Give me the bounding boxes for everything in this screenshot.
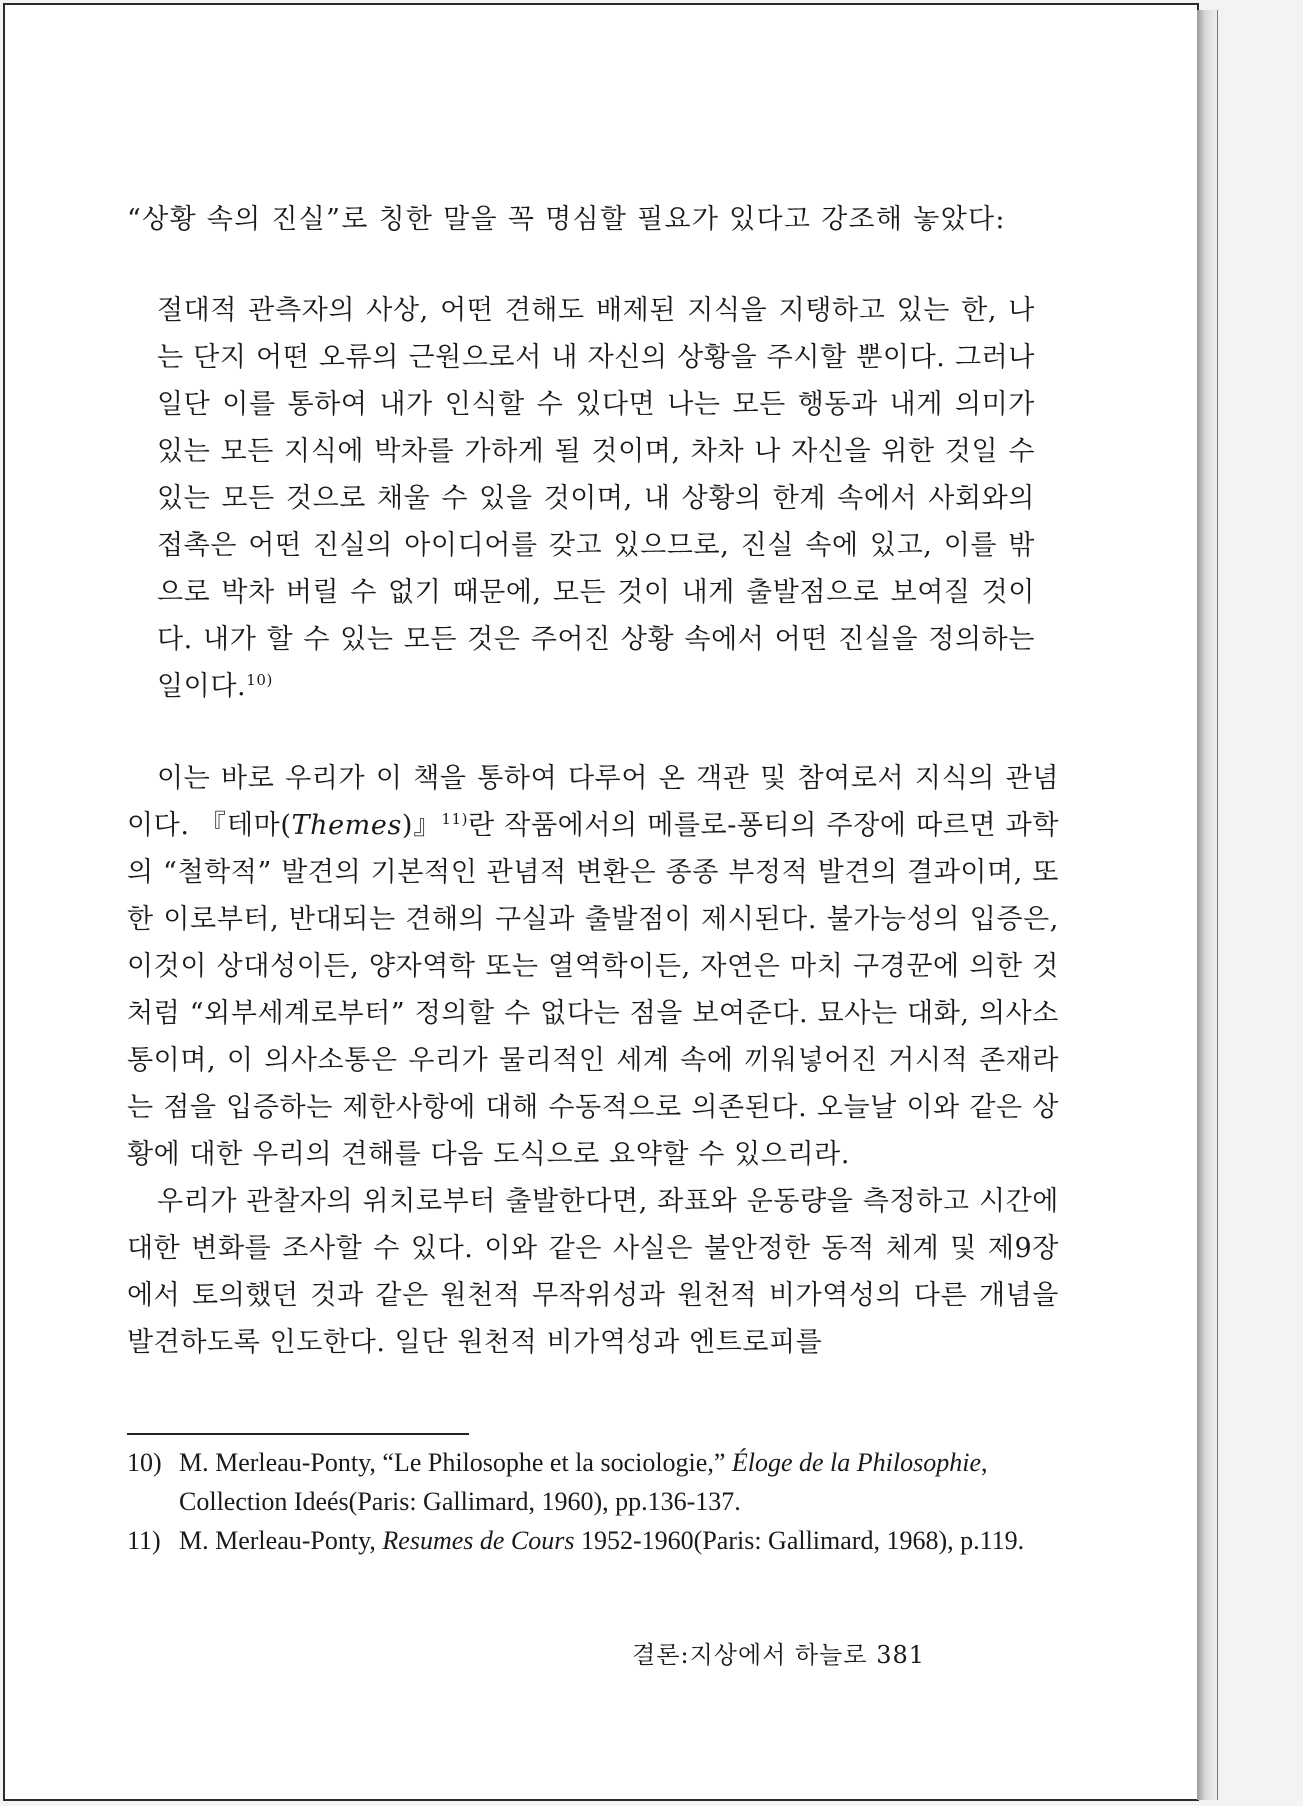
quote-text: 절대적 관측자의 사상, 어떤 견해도 배제된 지식을 지탱하고 있는 한, 나는 단지 어떤 오류의 근원으로서 내 자신의 상황을 주시할 뿐이다. 그러나 일단 이를 통하여 내가 인식할 수 있다면 나는 모든 행동과 내게 의미가 있는 모든 지식에 박차를 가하게 될 것이며, 차차 나 자신을 위한 것일 수 있는 모든 것으로 채울 수 있을 것이며, 내 상황의 한계 속에서 사회와의 접촉은 어떤 진실의 아이디어를 갖고 있으므로, 진실 속에 있고, 이를 밖으로 박차 버릴 수 없기 때문에, 모든 것이 내게 출발점으로 보여질 것이다. 내가 할 수 있는 모든 것은 주어진 상황 속에서 어떤 진실을 정의하는 일이다. [157,295,1035,702]
title-close: )』 [401,810,442,841]
paragraph-1-start: 이는 바로 우리가 이 책을 통하여 다루어 온 객관 및 참여로서 지식의 관념이다. 『테마( [127,763,1059,841]
footnotes [127,1443,1067,1560]
footnote-ref-10: 10) [246,671,273,689]
body-text [127,755,1059,1366]
footnote-italic-title: Resumes de Cours [382,1526,575,1555]
footnote-text: 1952-1960(Paris: Gallimard, 1968), p.119. [574,1526,1025,1555]
paragraph-1-rest: 란 작품에서의 메를로-퐁티의 주장에 따르면 과학의 “철학적” 발견의 기본적인 관념적 변환은 종종 부정적 발견의 결과이며, 또한 이로부터, 반대되는 견해의 구실과 출발점이 제시된다. 불가능성의 입증은, 이것이 상대성이든, 양자역학 또는 열역학이든, 자연은 마치 구경꾼에 의한 것처럼 “외부세계로부터” 정의할 수 없다는 점을 보여준다. 묘사는 대화, 의사소통이며, 이 의사소통은 우리가 물리적인 세계 속에 끼워넣어진 거시적 존재라는 점을 입증하는 제한사항에 대해 수동적으로 의존된다. 오늘날 이와 같은 상황에 대한 우리의 견해를 다음 도식으로 요약할 수 있으리라. [127,810,1060,1170]
paragraph-1 [127,755,1059,1178]
footnote-italic-title: Éloge de la Philosophie [731,1448,981,1477]
page-edge-shadow [1197,10,1218,1800]
paragraph-2: 우리가 관찰자의 위치로부터 출발한다면, 좌표와 운동량을 측정하고 시간에 대한 변화를 조사할 수 있다. 이와 같은 사실은 불안정한 동적 체계 및 제9장에서 토의했던 것과 같은 원천적 무작위성과 원천적 비가역성의 다른 개념을 발견하도록 인도한다. 일단 원천적 비가역성과 엔트로피를 [127,1186,1059,1358]
running-footer [632,1635,925,1670]
footnote-text: M. Merleau-Ponty, [179,1526,383,1555]
footnote-number: 10) [127,1448,162,1477]
chapter-title: 결론:지상에서 하늘로 [632,1641,868,1669]
page-number: 381 [876,1641,925,1669]
footnote-divider [127,1433,469,1435]
footnote-ref-11: 11) [441,810,469,828]
themes-title: Themes [291,810,402,841]
block-quote [157,287,1035,710]
book-page [3,3,1199,1801]
footnote-number: 11) [127,1526,161,1555]
footnote-text: M. Merleau-Ponty, “Le Philosophe et la sociologie,” [179,1448,732,1477]
lead-line: “상황 속의 진실”로 칭한 말을 꼭 명심할 필요가 있다고 강조해 놓았다: [127,204,1006,235]
footnote-10 [127,1443,1067,1521]
footnote-11 [127,1521,1067,1560]
footnote-text: , Collection Ideés(Paris: Gallimard, 1960), pp.136-137. [179,1448,988,1516]
